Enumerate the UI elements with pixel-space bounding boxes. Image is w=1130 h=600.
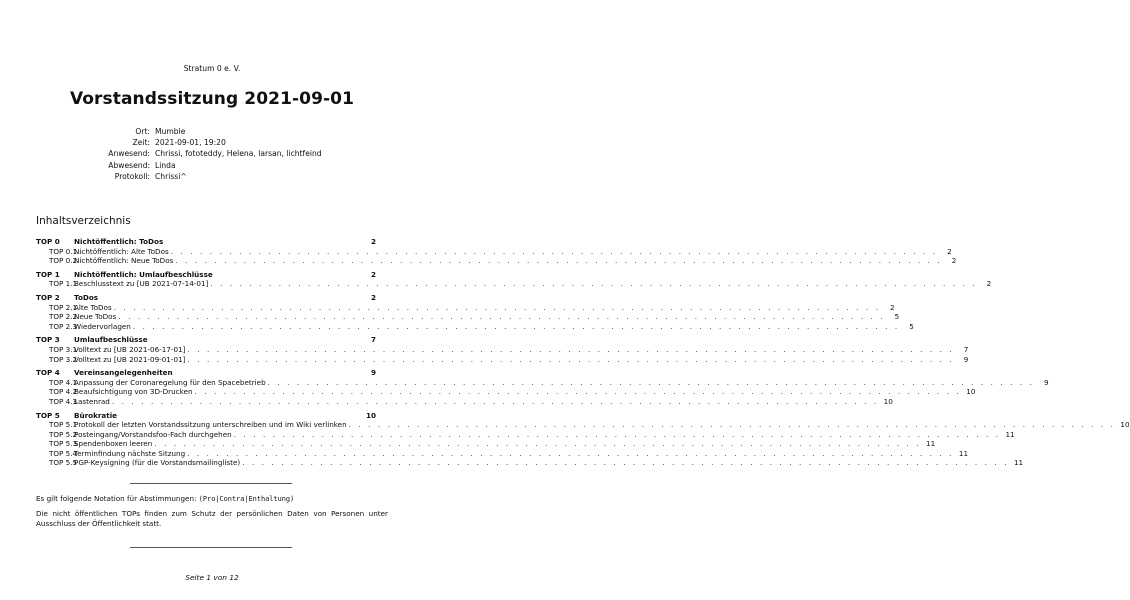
- toc-leader-dots: [232, 430, 1003, 440]
- toc-title: Spendenboxen leeren: [74, 439, 153, 449]
- meta-label: Anwesend:: [108, 149, 150, 159]
- toc-number: TOP 4: [36, 368, 60, 378]
- toc-page-number: 2: [890, 302, 895, 312]
- toc-number: TOP 2.3: [49, 321, 78, 331]
- toc-page-number: 10: [966, 387, 976, 397]
- meta-value: 2021-09-01, 19:20: [155, 138, 226, 148]
- toc-section-entry[interactable]: [36, 270, 376, 280]
- toc-leader-dots: [347, 420, 1118, 430]
- divider: [130, 547, 292, 548]
- meta-label: Zeit:: [132, 138, 150, 148]
- toc-page-number: 2: [951, 256, 957, 266]
- toc-number: TOP 4.2: [49, 387, 78, 397]
- toc-title: ToDos: [74, 292, 99, 302]
- toc-subsection-entry[interactable]: [36, 256, 957, 266]
- toc-title: Beschlusstext zu [UB 2021-07-14-01]: [74, 279, 209, 289]
- toc-number: TOP 2.1: [49, 302, 78, 312]
- meeting-details: [100, 126, 322, 182]
- toc-leader-dots: [110, 397, 881, 407]
- toc-leader-dots: [185, 449, 956, 459]
- toc-page-number: 11: [1005, 429, 1015, 439]
- toc-subsection-entry[interactable]: [36, 344, 969, 355]
- toc-section: [36, 410, 1130, 469]
- toc-title: Nichtöffentlich: Neue ToDos: [74, 256, 174, 266]
- toc-title: Wiedervorlagen: [74, 321, 131, 331]
- toc-page-number: 11: [926, 439, 936, 449]
- toc-leader-dots: [185, 345, 956, 355]
- toc-title: Nichtöffentlich: Alte ToDos: [74, 246, 169, 256]
- toc-subsection-entry[interactable]: [36, 448, 969, 459]
- toc-section-entry[interactable]: [36, 335, 376, 345]
- toc-title: Neue ToDos: [74, 312, 117, 322]
- toc-section-entry[interactable]: [36, 368, 376, 378]
- document-title: Vorstandssitzung 2021-09-01: [69, 89, 355, 109]
- toc-title: Posteingang/Vorstandsfoo-Fach durchgehen: [74, 429, 232, 439]
- meta-label: Abwesend:: [108, 160, 150, 170]
- toc-number: TOP 5.2: [49, 429, 78, 439]
- toc-leader-dots: [152, 439, 923, 449]
- toc-subsection-entry[interactable]: [36, 279, 992, 289]
- toc-number: TOP 5.3: [49, 439, 78, 449]
- divider: [130, 483, 292, 484]
- toc-leader-dots: [116, 312, 887, 322]
- table-of-contents: [36, 237, 1130, 472]
- toc-section-entry[interactable]: [36, 237, 376, 247]
- toc-number: TOP 4.3: [49, 396, 78, 406]
- toc-leader-dots: [240, 458, 1011, 468]
- notes: [36, 494, 388, 534]
- toc-title: Bürokratie: [74, 410, 118, 420]
- toc-number: TOP 5.1: [49, 420, 78, 430]
- organization-name: Stratum 0 e. V.: [183, 64, 241, 73]
- meta-value: Linda: [155, 160, 176, 170]
- toc-page-number: 11: [958, 448, 969, 458]
- toc-title: Vereinsangelegenheiten: [74, 368, 173, 378]
- toc-page-number: 9: [370, 368, 376, 378]
- toc-page-number: 10: [883, 396, 893, 406]
- voting-note-text: Es gilt folgende Notation für Abstimmungen:: [36, 494, 199, 503]
- toc-subsection-entry[interactable]: [36, 377, 1049, 388]
- toc-page-number: 5: [894, 312, 900, 322]
- toc-number: TOP 3.2: [49, 354, 78, 364]
- toc-page-number: 9: [1043, 377, 1049, 387]
- toc-heading: Inhaltsverzeichnis: [36, 215, 131, 227]
- toc-leader-dots: [131, 322, 902, 332]
- toc-number: TOP 2.2: [49, 312, 78, 322]
- meta-value: Chrissi^: [155, 171, 187, 181]
- toc-number: TOP 0.1: [49, 246, 78, 256]
- toc-leader-dots: [193, 387, 964, 397]
- toc-number: TOP 1.1: [49, 279, 78, 289]
- toc-leader-dots: [173, 256, 944, 266]
- toc-number: TOP 0: [36, 237, 60, 246]
- toc-title: PGP-Keysigning (für die Vorstandsmailingliste): [74, 458, 241, 468]
- toc-subsection-entry[interactable]: [36, 429, 1015, 440]
- meta-value: Chrissi, fototeddy, Helena, larsan, lichtfeind: [155, 149, 322, 159]
- toc-number: TOP 4.1: [49, 377, 78, 387]
- toc-number: TOP 3.1: [49, 344, 78, 354]
- toc-page-number: 2: [986, 279, 992, 289]
- toc-number: TOP 2: [36, 292, 60, 302]
- toc-leader-dots: [112, 303, 883, 313]
- toc-title: Nichtöffentlich: ToDos: [74, 237, 164, 246]
- toc-section: [36, 292, 914, 331]
- toc-title: Nichtöffentlich: Umlaufbeschlüsse: [74, 269, 213, 279]
- toc-subsection-entry[interactable]: [36, 354, 969, 365]
- toc-leader-dots: [266, 378, 1037, 388]
- toc-subsection-entry[interactable]: [36, 396, 893, 407]
- meta-row: [100, 160, 322, 171]
- toc-subsection-entry[interactable]: [36, 458, 1024, 468]
- toc-title: Volltext zu [UB 2021-09-01-01]: [74, 354, 186, 364]
- toc-leader-dots: [169, 247, 940, 257]
- toc-page-number: 11: [1013, 458, 1024, 468]
- toc-subsection-entry[interactable]: [36, 302, 895, 313]
- toc-title: Beaufsichtigung von 3D-Drucken: [74, 387, 193, 397]
- toc-leader-dots: [185, 355, 956, 365]
- meta-label: Ort:: [135, 127, 150, 136]
- toc-title: Terminfindung nächste Sitzung: [74, 448, 186, 458]
- toc-section: [36, 237, 957, 266]
- toc-title: Protokoll der letzten Vorstandssitzung unterschreiben und im Wiki verlinken: [74, 420, 347, 430]
- toc-page-number: 2: [370, 237, 376, 246]
- toc-page-number: 9: [963, 354, 969, 364]
- toc-title: Alte ToDos: [74, 302, 112, 312]
- toc-number: TOP 1: [36, 269, 60, 279]
- toc-number: TOP 5: [36, 410, 60, 420]
- toc-title: Lastenrad: [74, 396, 110, 406]
- toc-number: TOP 0.2: [49, 256, 78, 266]
- toc-title: Anpassung der Coronaregelung für den Spacebetrieb: [74, 377, 266, 387]
- toc-page-number: 2: [370, 292, 376, 302]
- meta-row: [100, 171, 322, 182]
- toc-subsection-entry[interactable]: [36, 312, 900, 322]
- toc-page-number: 2: [370, 269, 376, 279]
- toc-section-entry[interactable]: [36, 293, 376, 303]
- toc-section-entry[interactable]: [36, 411, 376, 421]
- meta-row: [100, 126, 322, 137]
- privacy-note: Die nicht öffentlichen TOPs finden zum Schutz der persönlichen Daten von Personen unter Ausschluss der Öffentlichkeit statt.: [36, 509, 388, 528]
- toc-title: Umlaufbeschlüsse: [74, 335, 148, 345]
- toc-page-number: 10: [365, 410, 376, 420]
- meta-value: Mumble: [155, 127, 186, 136]
- toc-section: [36, 269, 992, 289]
- toc-subsection-entry[interactable]: [36, 321, 914, 332]
- toc-page-number: 10: [1120, 420, 1130, 430]
- toc-section: [36, 335, 969, 364]
- toc-page-number: 7: [963, 344, 969, 354]
- toc-page-number: 5: [909, 321, 914, 331]
- page-number: Seite 1 von 12: [185, 573, 239, 582]
- toc-page-number: 7: [370, 335, 376, 345]
- toc-subsection-entry[interactable]: [36, 439, 936, 449]
- toc-subsection-entry[interactable]: [36, 420, 1130, 430]
- toc-leader-dots: [208, 279, 979, 289]
- toc-number: TOP 5.5: [49, 458, 78, 468]
- meta-row: [100, 137, 322, 148]
- voting-notation: (Pro|Contra|Enthaltung): [198, 495, 295, 503]
- toc-subsection-entry[interactable]: [36, 387, 976, 397]
- toc-number: TOP 5.4: [49, 448, 78, 458]
- voting-note: [36, 494, 388, 504]
- toc-section: [36, 368, 1049, 406]
- meta-row: [100, 148, 322, 159]
- toc-title: Volltext zu [UB 2021-06-17-01]: [74, 344, 186, 354]
- meta-label: Protokoll:: [114, 171, 150, 181]
- toc-number: TOP 3: [36, 335, 60, 345]
- toc-page-number: 2: [947, 246, 952, 256]
- toc-subsection-entry[interactable]: [36, 246, 952, 257]
